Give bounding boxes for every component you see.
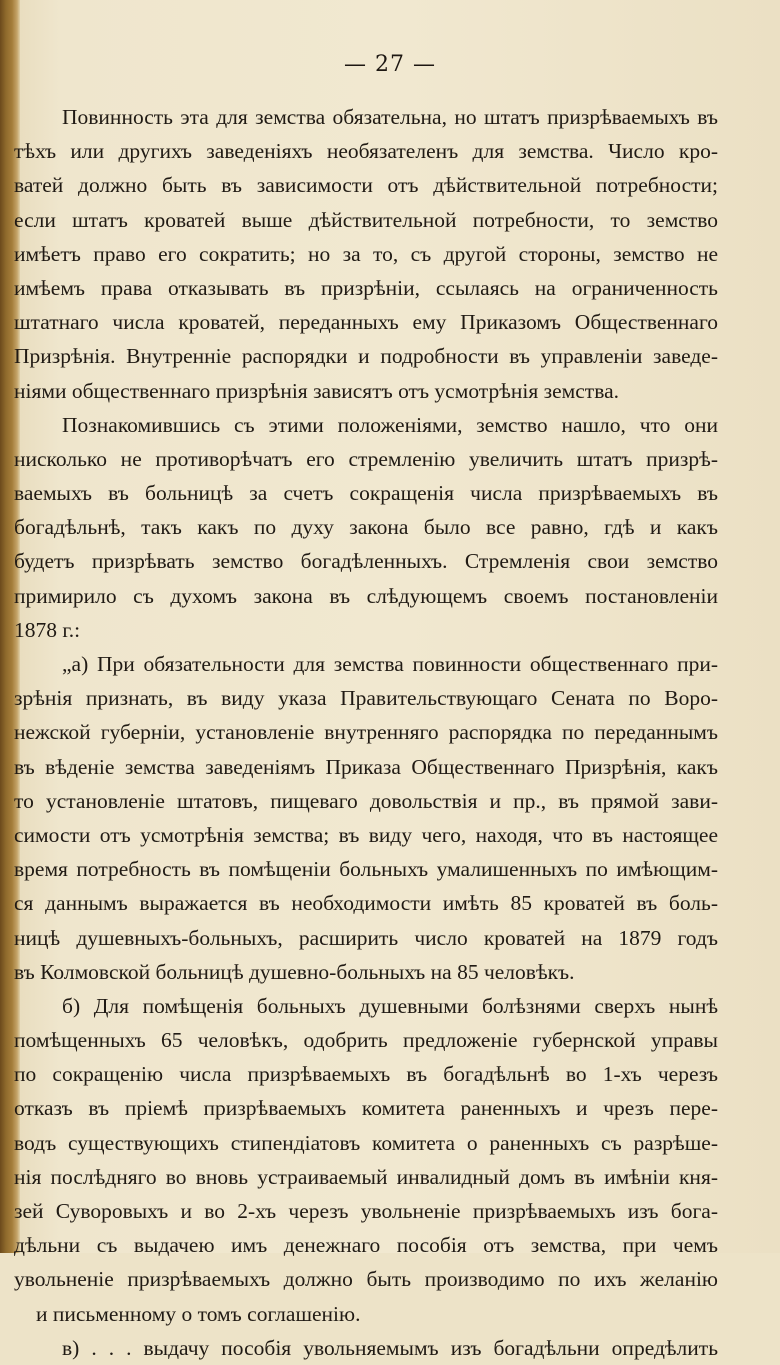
- text-line: если штатъ кроватей выше дѣйствительной потребности, то земство: [14, 207, 718, 232]
- page-number: — 27 —: [344, 52, 436, 77]
- text-line: будетъ призрѣвать земство богадѣленныхъ. Стремленія свои земство: [14, 549, 718, 574]
- text-line: въ Колмовской больницѣ душевно-больныхъ на 85 человѣкъ.: [14, 959, 575, 984]
- text-line: примирило съ духомъ закона въ слѣдующемъ своемъ постановленіи: [14, 583, 718, 608]
- text-line: ваемыхъ въ больницѣ за счетъ сокращенія числа призрѣваемыхъ въ: [14, 481, 718, 506]
- text-line: „а) При обязательности для земства повинности общественнаго при-: [62, 652, 718, 676]
- text-line: имѣетъ право его сократить; но за то, съ другой стороны, земство не: [14, 241, 718, 266]
- text-line: увольненіе призрѣваемыхъ должно быть производимо по ихъ желанію: [14, 1267, 718, 1292]
- text-line: нія послѣдняго во вновь устраиваемый инвалидный домъ въ имѣніи кня-: [14, 1164, 718, 1189]
- text-line: 1878 г.:: [14, 617, 81, 642]
- text-line: водъ существующихъ стипендіатовъ комитета о раненныхъ съ разрѣше-: [14, 1130, 718, 1155]
- text-line: Повинность эта для земства обязательна, но штатъ призрѣваемыхъ въ: [62, 105, 718, 129]
- text-line: ся даннымъ выражается въ необходимости имѣть 85 кроватей въ боль-: [14, 891, 718, 916]
- text-line: время потребность въ помѣщеніи больныхъ умалишенныхъ по имѣющим-: [14, 857, 718, 882]
- text-line: дѣльни съ выдачею имъ денежнаго пособія отъ земства, при чемъ: [14, 1233, 718, 1258]
- text-line: штатнаго числа кроватей, переданныхъ ему Приказомъ Общественнаго: [14, 310, 718, 335]
- text-line: то установленіе штатовъ, пищеваго довольствія и пр., въ прямой зави-: [14, 788, 718, 813]
- text-line: ватей должно быть въ зависимости отъ дѣйствительной потребности;: [14, 173, 718, 198]
- text-line: ницѣ душевныхъ-больныхъ, расширить число кроватей на 1879 годъ: [14, 925, 718, 950]
- text-line: богадѣльнѣ, такъ какъ по духу закона было все равно, гдѣ и какъ: [14, 515, 718, 540]
- text-line: зей Суворовыхъ и во 2-хъ черезъ увольненіе призрѣваемыхъ изъ бога-: [14, 1199, 718, 1223]
- text-line: помѣщенныхъ 65 человѣкъ, одобрить предложеніе губернской управы: [14, 1028, 718, 1053]
- body-text: [14, 100, 718, 1365]
- text-line: нисколько не противорѣчатъ его стремленію увеличить штатъ призрѣ-: [14, 446, 718, 471]
- text-line: ніями общественнаго призрѣнія зависятъ отъ усмотрѣнія земства.: [14, 378, 619, 403]
- text-line: в) . . . выдачу пособія увольняемымъ изъ богадѣльни опредѣлить: [62, 1335, 718, 1360]
- text-line: зрѣнія признать, въ виду указа Правительствующаго Сената по Воро-: [14, 686, 718, 711]
- text-line: въ вѣденіе земства заведеніямъ Приказа Общественнаго Призрѣнія, какъ: [14, 754, 718, 779]
- text-line: Призрѣнія. Внутренніе распорядки и подробности въ управленіи заведе-: [14, 344, 718, 369]
- text-line: Познакомившись съ этими положеніями, земство нашло, что они: [62, 412, 718, 437]
- text-line: симости отъ усмотрѣнія земства; въ виду чего, находя, что въ настоящее: [14, 822, 718, 847]
- text-line: тѣхъ или другихъ заведеніяхъ необязателенъ для земства. Число кро-: [14, 139, 718, 164]
- text-line: имѣемъ права отказывать въ призрѣніи, ссылаясь на ограниченность: [14, 275, 718, 300]
- text-line: и письменному о томъ соглашенію.: [36, 1301, 361, 1326]
- text-line: по сокращенію числа призрѣваемыхъ въ богадѣльнѣ во 1-хъ черезъ: [14, 1062, 718, 1087]
- text-line: нежской губерніи, установленіе внутренняго распорядка по переданнымъ: [14, 720, 718, 745]
- text-line: отказъ въ пріемѣ призрѣваемыхъ комитета раненныхъ и чрезъ пере-: [14, 1096, 718, 1121]
- text-line: б) Для помѣщенія больныхъ душевными болѣзнями сверхъ нынѣ: [62, 993, 718, 1018]
